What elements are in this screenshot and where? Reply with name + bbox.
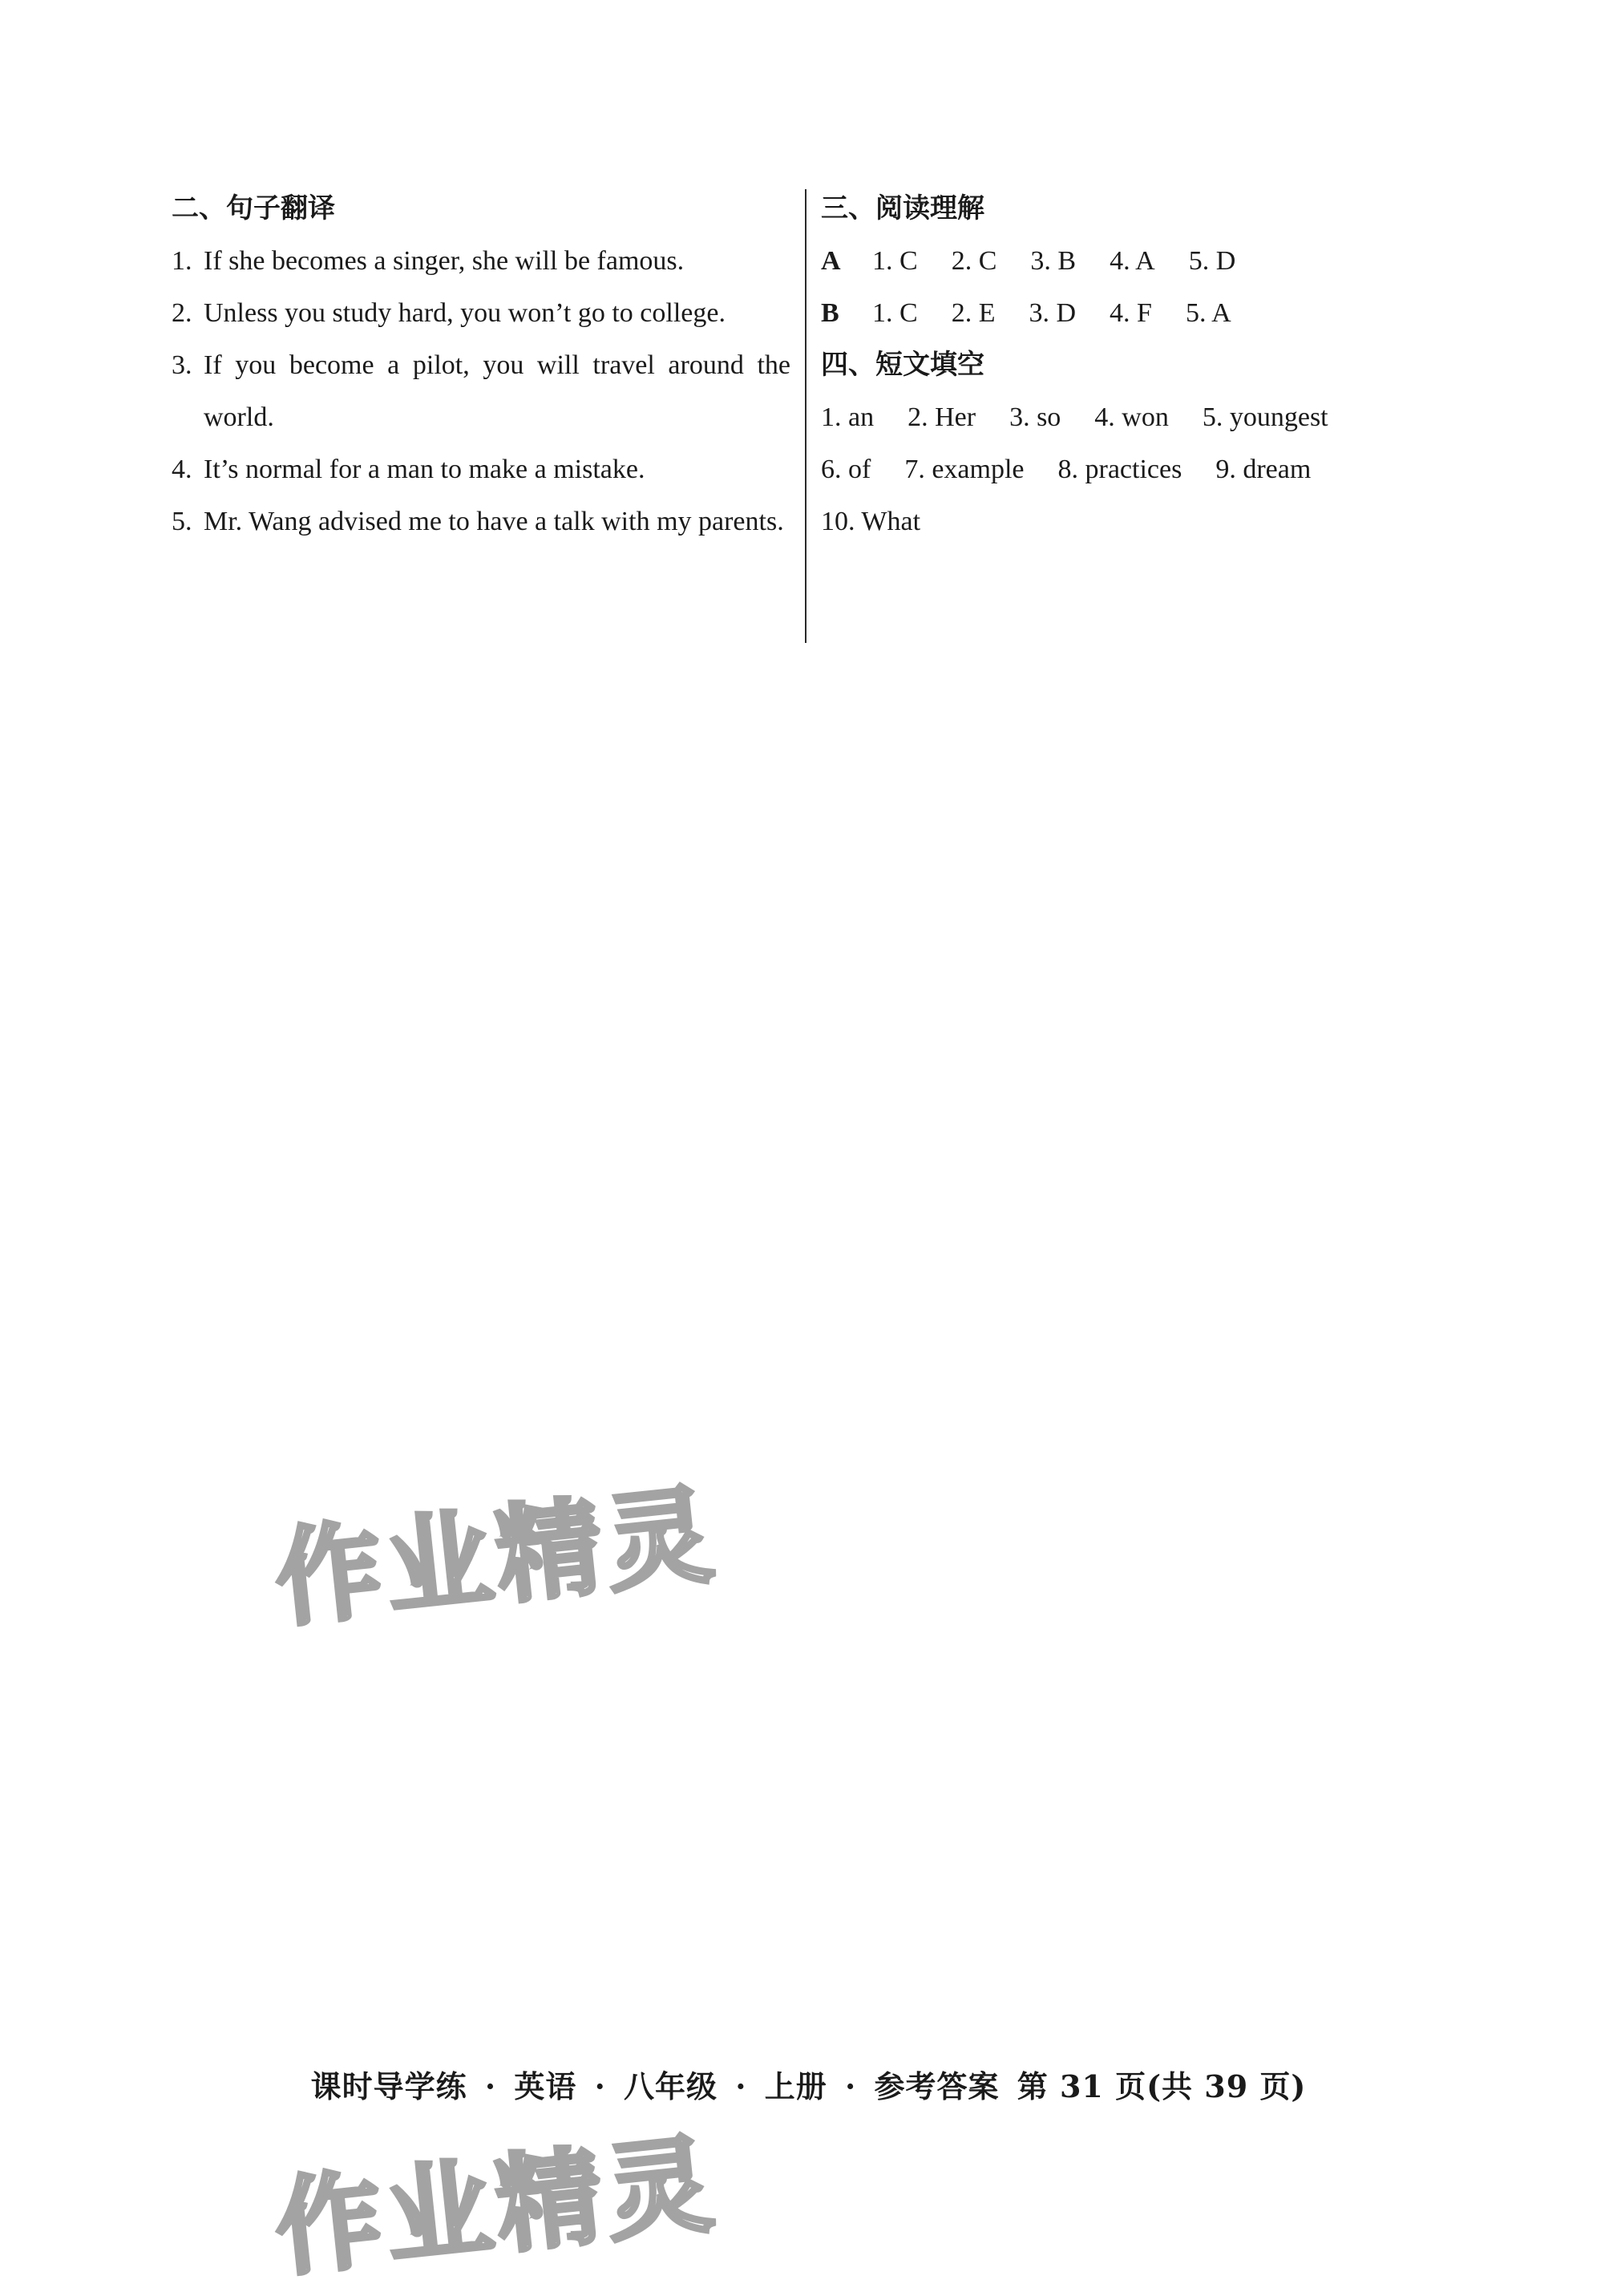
- column-divider: [805, 189, 806, 643]
- answer: 1. C: [872, 298, 918, 328]
- translation-item: [172, 287, 790, 339]
- cloze-row-1: [821, 391, 1446, 443]
- reading-heading: 三、阅读理解: [821, 192, 984, 224]
- translation-item: [172, 443, 790, 495]
- footer-separator: ·: [484, 2068, 497, 2104]
- item-number: 2.: [172, 298, 192, 328]
- watermark-logo: 作业精灵: [269, 2122, 723, 2292]
- cloze-heading: 四、短文填空: [821, 349, 984, 381]
- answer: 2. C: [951, 246, 997, 276]
- answer: 5. D: [1188, 246, 1236, 276]
- cloze-row-2: [821, 443, 1446, 495]
- translation-item: [172, 339, 790, 443]
- answer: 5. A: [1185, 298, 1231, 328]
- item-number: 4.: [172, 455, 192, 484]
- answer: 4. A: [1110, 246, 1155, 276]
- page-footer: [0, 2062, 1617, 2106]
- group-tag: A: [821, 246, 841, 276]
- answer: 2. E: [951, 298, 996, 328]
- answer: 3. B: [1030, 246, 1077, 276]
- footer-subject: 英语: [514, 2068, 577, 2104]
- reading-group-a: [821, 235, 1446, 287]
- answer: 5. youngest: [1202, 402, 1328, 432]
- item-text: Unless you study hard, you won’t go to college.: [204, 298, 726, 328]
- item-number: 5.: [172, 507, 192, 536]
- answer: 9. dream: [1215, 455, 1312, 484]
- group-tag: B: [821, 298, 839, 328]
- watermark-logo: 作业精灵: [269, 1473, 723, 1643]
- footer-separator: ·: [845, 2068, 857, 2104]
- item-number: 3.: [172, 350, 192, 380]
- answer: 4. F: [1110, 298, 1152, 328]
- footer-section: 参考答案: [874, 2068, 1000, 2104]
- answer: 1. C: [872, 246, 918, 276]
- answer: 8. practices: [1057, 455, 1182, 484]
- answer: 3. D: [1029, 298, 1077, 328]
- cloze-row-3: [821, 495, 1446, 548]
- footer-volume: 上册: [764, 2068, 827, 2104]
- reading-group-b: [821, 287, 1446, 339]
- answer: 7. example: [904, 455, 1025, 484]
- translation-item: [172, 235, 790, 287]
- answer: 1. an: [821, 402, 875, 432]
- right-column: [821, 183, 1446, 548]
- answer: 6. of: [821, 455, 871, 484]
- item-text: Mr. Wang advised me to have a talk with my parents.: [204, 507, 784, 536]
- footer-grade: 八年级: [624, 2068, 718, 2104]
- left-column: [172, 183, 790, 548]
- translation-item: [172, 495, 790, 548]
- footer-separator: ·: [594, 2068, 606, 2104]
- answer: 4. won: [1094, 402, 1169, 432]
- answer: 3. so: [1009, 402, 1061, 432]
- item-text: If she becomes a singer, she will be famous.: [204, 246, 685, 276]
- footer-page-number: 第 31 页(共 39 页): [1017, 2068, 1307, 2104]
- item-number: 1.: [172, 246, 192, 276]
- answer: 2. Her: [908, 402, 976, 432]
- translation-heading: 二、句子翻译: [172, 192, 335, 224]
- footer-book: 课时导学练: [310, 2068, 467, 2104]
- answer: 10. What: [821, 507, 921, 536]
- item-text: It’s normal for a man to make a mistake.: [204, 455, 645, 484]
- item-text: If you become a pilot, you will travel around the world.: [204, 350, 790, 432]
- footer-separator: ·: [735, 2068, 747, 2104]
